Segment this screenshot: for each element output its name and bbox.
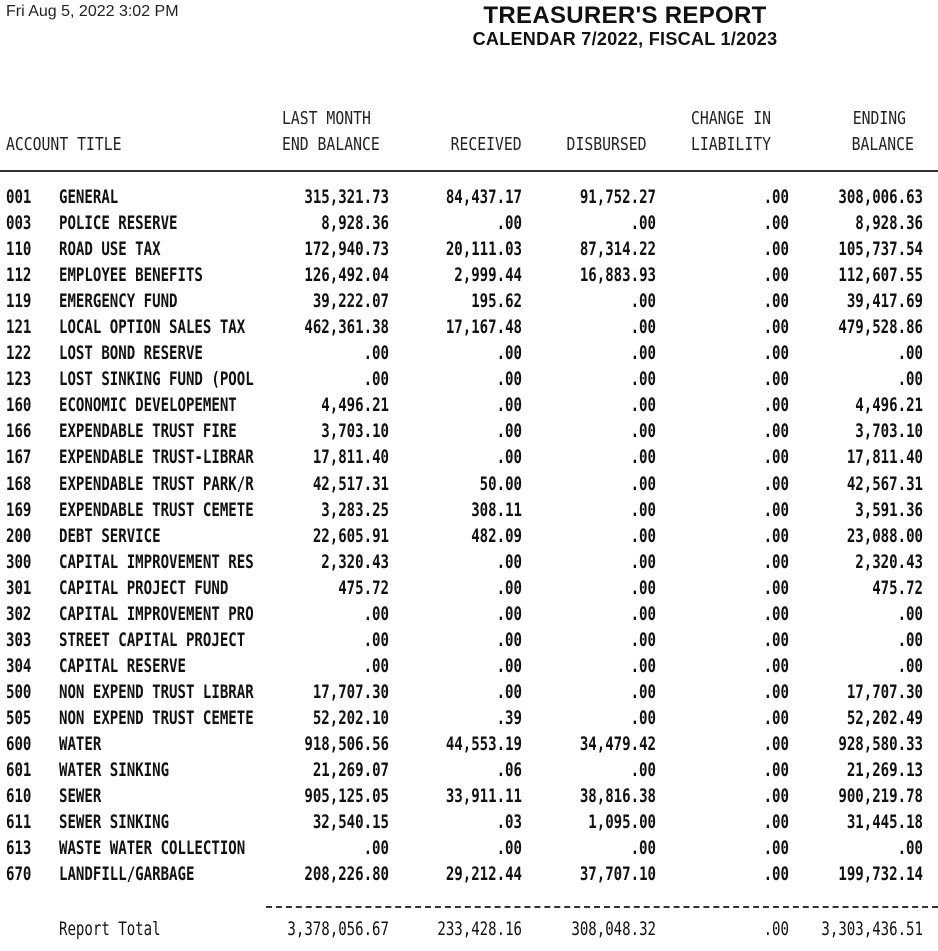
- account-title: SEWER SINKING: [59, 811, 170, 834]
- received-amount: .00: [496, 628, 522, 651]
- disbursed-amount: .00: [630, 706, 656, 729]
- account-title: GENERAL: [59, 186, 119, 208]
- received-amount: 84,437.17: [445, 186, 522, 208]
- received-amount: .00: [496, 576, 522, 599]
- account-title: EXPENDABLE TRUST-LIBRAR: [59, 446, 254, 469]
- last-month-balance: 4,496.21: [321, 394, 389, 417]
- last-month-balance: 8,928.36: [321, 212, 389, 235]
- disbursed-amount: .00: [630, 446, 656, 469]
- table-row: [0, 601, 938, 627]
- ending-balance: .00: [897, 368, 923, 391]
- account-title: WATER SINKING: [59, 759, 170, 782]
- account-title: WATER: [59, 732, 102, 755]
- ending-balance: 42,567.31: [846, 472, 923, 495]
- disbursed-amount: .00: [630, 290, 656, 313]
- table-row: [0, 392, 938, 418]
- ending-balance: 928,580.33: [838, 732, 923, 755]
- column-header-account-title: ACCOUNT TITLE: [6, 134, 122, 155]
- ending-balance: .00: [897, 342, 923, 365]
- account-title: STREET CAPITAL PROJECT: [59, 628, 246, 651]
- column-header-change-line1: CHANGE IN: [691, 108, 771, 129]
- account-code: 610: [6, 785, 32, 808]
- change-in-liability: .00: [763, 576, 789, 599]
- disbursed-amount: .00: [630, 576, 656, 599]
- disbursed-amount: .00: [630, 524, 656, 547]
- last-month-balance: 3,703.10: [321, 420, 389, 443]
- account-table: [0, 184, 938, 887]
- account-code: 200: [6, 524, 32, 547]
- ending-balance: .00: [897, 628, 923, 651]
- disbursed-amount: .00: [630, 472, 656, 495]
- total-ending: 3,303,436.51: [821, 918, 923, 940]
- table-row: [0, 523, 938, 549]
- change-in-liability: .00: [763, 420, 789, 443]
- account-code: 304: [6, 654, 32, 677]
- table-row: [0, 549, 938, 575]
- column-header-ending-line1: ENDING: [852, 108, 906, 129]
- account-code: 001: [6, 186, 32, 208]
- column-header-disbursed: DISBURSED: [567, 134, 647, 155]
- ending-balance: 8,928.36: [855, 212, 923, 235]
- disbursed-amount: 34,479.42: [579, 732, 656, 755]
- table-row: [0, 783, 938, 809]
- account-code: 160: [6, 394, 32, 417]
- change-in-liability: .00: [763, 472, 789, 495]
- disbursed-amount: .00: [630, 342, 656, 365]
- last-month-balance: 17,811.40: [312, 446, 389, 469]
- total-rule: [266, 906, 938, 908]
- ending-balance: 3,591.36: [855, 498, 923, 521]
- disbursed-amount: .00: [630, 602, 656, 625]
- ending-balance: 3,703.10: [855, 420, 923, 443]
- received-amount: .00: [496, 420, 522, 443]
- disbursed-amount: 38,816.38: [579, 785, 656, 808]
- received-amount: 308.11: [471, 498, 522, 521]
- change-in-liability: .00: [763, 238, 789, 261]
- change-in-liability: .00: [763, 212, 789, 235]
- table-row: [0, 210, 938, 236]
- change-in-liability: .00: [763, 342, 789, 365]
- table-row: [0, 184, 938, 210]
- change-in-liability: .00: [763, 680, 789, 703]
- change-in-liability: .00: [763, 316, 789, 339]
- change-in-liability: .00: [763, 759, 789, 782]
- table-row: [0, 366, 938, 392]
- account-title: LOST BOND RESERVE: [59, 342, 203, 365]
- received-amount: .00: [496, 654, 522, 677]
- table-row: [0, 835, 938, 861]
- total-disbursed: 308,048.32: [571, 918, 656, 940]
- change-in-liability: .00: [763, 446, 789, 469]
- account-code: 167: [6, 446, 32, 469]
- ending-balance: 31,445.18: [846, 811, 923, 834]
- last-month-balance: .00: [363, 602, 389, 625]
- last-month-balance: 315,321.73: [304, 186, 389, 208]
- account-title: EXPENDABLE TRUST FIRE: [59, 420, 237, 443]
- header-rule: [0, 170, 938, 172]
- change-in-liability: .00: [763, 394, 789, 417]
- account-title: CAPITAL PROJECT FUND: [59, 576, 229, 599]
- disbursed-amount: .00: [630, 368, 656, 391]
- account-title: LOST SINKING FUND (POOL: [59, 368, 254, 391]
- received-amount: .03: [496, 811, 522, 834]
- column-header-change-line2: LIABILITY: [691, 134, 771, 155]
- change-in-liability: .00: [763, 368, 789, 391]
- received-amount: .00: [496, 602, 522, 625]
- received-amount: .00: [496, 837, 522, 860]
- table-row: [0, 757, 938, 783]
- received-amount: .00: [496, 368, 522, 391]
- account-code: 123: [6, 368, 32, 391]
- disbursed-amount: 16,883.93: [579, 264, 656, 287]
- total-change: .00: [763, 918, 789, 940]
- last-month-balance: 208,226.80: [304, 863, 389, 886]
- table-row: [0, 705, 938, 731]
- ending-balance: .00: [897, 654, 923, 677]
- last-month-balance: .00: [363, 368, 389, 391]
- last-month-balance: 39,222.07: [312, 290, 389, 313]
- account-code: 613: [6, 837, 32, 860]
- total-label: Report Total: [59, 918, 161, 940]
- column-header-ending-line2: BALANCE: [851, 134, 914, 155]
- table-row: [0, 627, 938, 653]
- disbursed-amount: .00: [630, 680, 656, 703]
- received-amount: 2,999.44: [454, 264, 522, 287]
- table-row: [0, 497, 938, 523]
- report-timestamp: Fri Aug 5, 2022 3:02 PM: [6, 3, 179, 20]
- last-month-balance: 172,940.73: [304, 238, 389, 261]
- change-in-liability: .00: [763, 550, 789, 573]
- account-title: POLICE RESERVE: [59, 212, 178, 235]
- account-code: 670: [6, 863, 32, 886]
- ending-balance: 21,269.13: [846, 759, 923, 782]
- last-month-balance: .00: [363, 654, 389, 677]
- received-amount: .00: [496, 342, 522, 365]
- disbursed-amount: 37,707.10: [579, 863, 656, 886]
- account-code: 600: [6, 732, 32, 755]
- change-in-liability: .00: [763, 811, 789, 834]
- received-amount: 482.09: [471, 524, 522, 547]
- last-month-balance: 22,605.91: [312, 524, 389, 547]
- ending-balance: 475.72: [872, 576, 923, 599]
- disbursed-amount: .00: [630, 654, 656, 677]
- table-row: [0, 471, 938, 497]
- table-row: [0, 288, 938, 314]
- table-row: [0, 418, 938, 444]
- ending-balance: 900,219.78: [838, 785, 923, 808]
- ending-balance: 52,202.49: [846, 706, 923, 729]
- disbursed-amount: .00: [630, 628, 656, 651]
- change-in-liability: .00: [763, 524, 789, 547]
- table-row: [0, 809, 938, 835]
- report-title: TREASURER'S REPORT: [483, 2, 767, 29]
- account-code: 168: [6, 472, 32, 495]
- last-month-balance: 918,506.56: [304, 732, 389, 755]
- report-subtitle: CALENDAR 7/2022, FISCAL 1/2023: [472, 29, 778, 49]
- account-title: EMERGENCY FUND: [59, 290, 178, 313]
- account-code: 301: [6, 576, 32, 599]
- table-row: [0, 653, 938, 679]
- change-in-liability: .00: [763, 628, 789, 651]
- account-code: 505: [6, 706, 32, 729]
- received-amount: 29,212.44: [445, 863, 522, 886]
- change-in-liability: .00: [763, 837, 789, 860]
- ending-balance: 479,528.86: [838, 316, 923, 339]
- account-title: CAPITAL IMPROVEMENT PRO: [59, 602, 254, 625]
- last-month-balance: 475.72: [338, 576, 389, 599]
- column-header-last-month-line2: END BALANCE: [282, 134, 380, 155]
- account-title: LOCAL OPTION SALES TAX: [59, 316, 246, 339]
- last-month-balance: 3,283.25: [321, 498, 389, 521]
- disbursed-amount: .00: [630, 498, 656, 521]
- received-amount: .39: [496, 706, 522, 729]
- column-header-received: RECEIVED: [450, 134, 522, 155]
- column-header-last-month-line1: LAST MONTH: [282, 108, 371, 129]
- received-amount: 33,911.11: [445, 785, 522, 808]
- disbursed-amount: .00: [630, 550, 656, 573]
- received-amount: 50.00: [479, 472, 522, 495]
- account-title: ECONOMIC DEVELOPEMENT: [59, 394, 237, 417]
- table-row: [0, 444, 938, 470]
- last-month-balance: 905,125.05: [304, 785, 389, 808]
- account-title: WASTE WATER COLLECTION: [59, 837, 246, 860]
- last-month-balance: 52,202.10: [312, 706, 389, 729]
- disbursed-amount: 1,095.00: [588, 811, 656, 834]
- received-amount: .00: [496, 446, 522, 469]
- change-in-liability: .00: [763, 290, 789, 313]
- last-month-balance: 42,517.31: [312, 472, 389, 495]
- account-title: CAPITAL RESERVE: [59, 654, 186, 677]
- table-row: [0, 236, 938, 262]
- account-title: DEBT SERVICE: [59, 524, 161, 547]
- account-title: EXPENDABLE TRUST CEMETE: [59, 498, 254, 521]
- total-last-month: 3,378,056.67: [287, 918, 389, 940]
- account-code: 601: [6, 759, 32, 782]
- last-month-balance: 17,707.30: [312, 680, 389, 703]
- account-title: EXPENDABLE TRUST PARK/R: [59, 472, 254, 495]
- received-amount: .00: [496, 550, 522, 573]
- account-code: 300: [6, 550, 32, 573]
- last-month-balance: .00: [363, 628, 389, 651]
- table-row: [0, 861, 938, 887]
- account-code: 303: [6, 628, 32, 651]
- account-title: NON EXPEND TRUST LIBRAR: [59, 680, 254, 703]
- ending-balance: 105,737.54: [838, 238, 923, 261]
- change-in-liability: .00: [763, 706, 789, 729]
- account-code: 112: [6, 264, 32, 287]
- disbursed-amount: .00: [630, 212, 656, 235]
- last-month-balance: .00: [363, 342, 389, 365]
- last-month-balance: 2,320.43: [321, 550, 389, 573]
- disbursed-amount: .00: [630, 316, 656, 339]
- ending-balance: 39,417.69: [846, 290, 923, 313]
- received-amount: .00: [496, 394, 522, 417]
- received-amount: 20,111.03: [445, 238, 522, 261]
- last-month-balance: 32,540.15: [312, 811, 389, 834]
- table-row: [0, 340, 938, 366]
- received-amount: 44,553.19: [445, 732, 522, 755]
- account-code: 003: [6, 212, 32, 235]
- account-title: SEWER: [59, 785, 102, 808]
- account-code: 110: [6, 238, 32, 261]
- received-amount: 17,167.48: [445, 316, 522, 339]
- change-in-liability: .00: [763, 732, 789, 755]
- disbursed-amount: 91,752.27: [579, 186, 656, 208]
- table-row: [0, 262, 938, 288]
- table-row: [0, 575, 938, 601]
- ending-balance: 23,088.00: [846, 524, 923, 547]
- ending-balance: 2,320.43: [855, 550, 923, 573]
- change-in-liability: .00: [763, 186, 789, 208]
- last-month-balance: 462,361.38: [304, 316, 389, 339]
- ending-balance: 308,006.63: [838, 186, 923, 208]
- account-title: ROAD USE TAX: [59, 238, 161, 261]
- ending-balance: 17,707.30: [846, 680, 923, 703]
- account-code: 121: [6, 316, 32, 339]
- account-title: CAPITAL IMPROVEMENT RES: [59, 550, 254, 573]
- ending-balance: 17,811.40: [846, 446, 923, 469]
- account-code: 302: [6, 602, 32, 625]
- received-amount: .06: [496, 759, 522, 782]
- account-code: 122: [6, 342, 32, 365]
- ending-balance: 4,496.21: [855, 394, 923, 417]
- report-total-row: [0, 916, 938, 944]
- account-code: 169: [6, 498, 32, 521]
- ending-balance: .00: [897, 602, 923, 625]
- last-month-balance: 21,269.07: [312, 759, 389, 782]
- change-in-liability: .00: [763, 785, 789, 808]
- table-row: [0, 731, 938, 757]
- account-code: 166: [6, 420, 32, 443]
- received-amount: 195.62: [471, 290, 522, 313]
- table-row: [0, 679, 938, 705]
- last-month-balance: .00: [363, 837, 389, 860]
- received-amount: .00: [496, 212, 522, 235]
- account-title: NON EXPEND TRUST CEMETE: [59, 706, 254, 729]
- change-in-liability: .00: [763, 602, 789, 625]
- total-received: 233,428.16: [437, 918, 522, 940]
- change-in-liability: .00: [763, 498, 789, 521]
- change-in-liability: .00: [763, 863, 789, 886]
- account-code: 500: [6, 680, 32, 703]
- account-code: 119: [6, 290, 32, 313]
- table-row: [0, 314, 938, 340]
- disbursed-amount: .00: [630, 420, 656, 443]
- ending-balance: 112,607.55: [838, 264, 923, 287]
- disbursed-amount: .00: [630, 837, 656, 860]
- last-month-balance: 126,492.04: [304, 264, 389, 287]
- ending-balance: 199,732.14: [838, 863, 923, 886]
- account-title: LANDFILL/GARBAGE: [59, 863, 195, 886]
- received-amount: .00: [496, 680, 522, 703]
- disbursed-amount: 87,314.22: [579, 238, 656, 261]
- ending-balance: .00: [897, 837, 923, 860]
- change-in-liability: .00: [763, 654, 789, 677]
- disbursed-amount: .00: [630, 759, 656, 782]
- change-in-liability: .00: [763, 264, 789, 287]
- account-title: EMPLOYEE BENEFITS: [59, 264, 203, 287]
- account-code: 611: [6, 811, 32, 834]
- disbursed-amount: .00: [630, 394, 656, 417]
